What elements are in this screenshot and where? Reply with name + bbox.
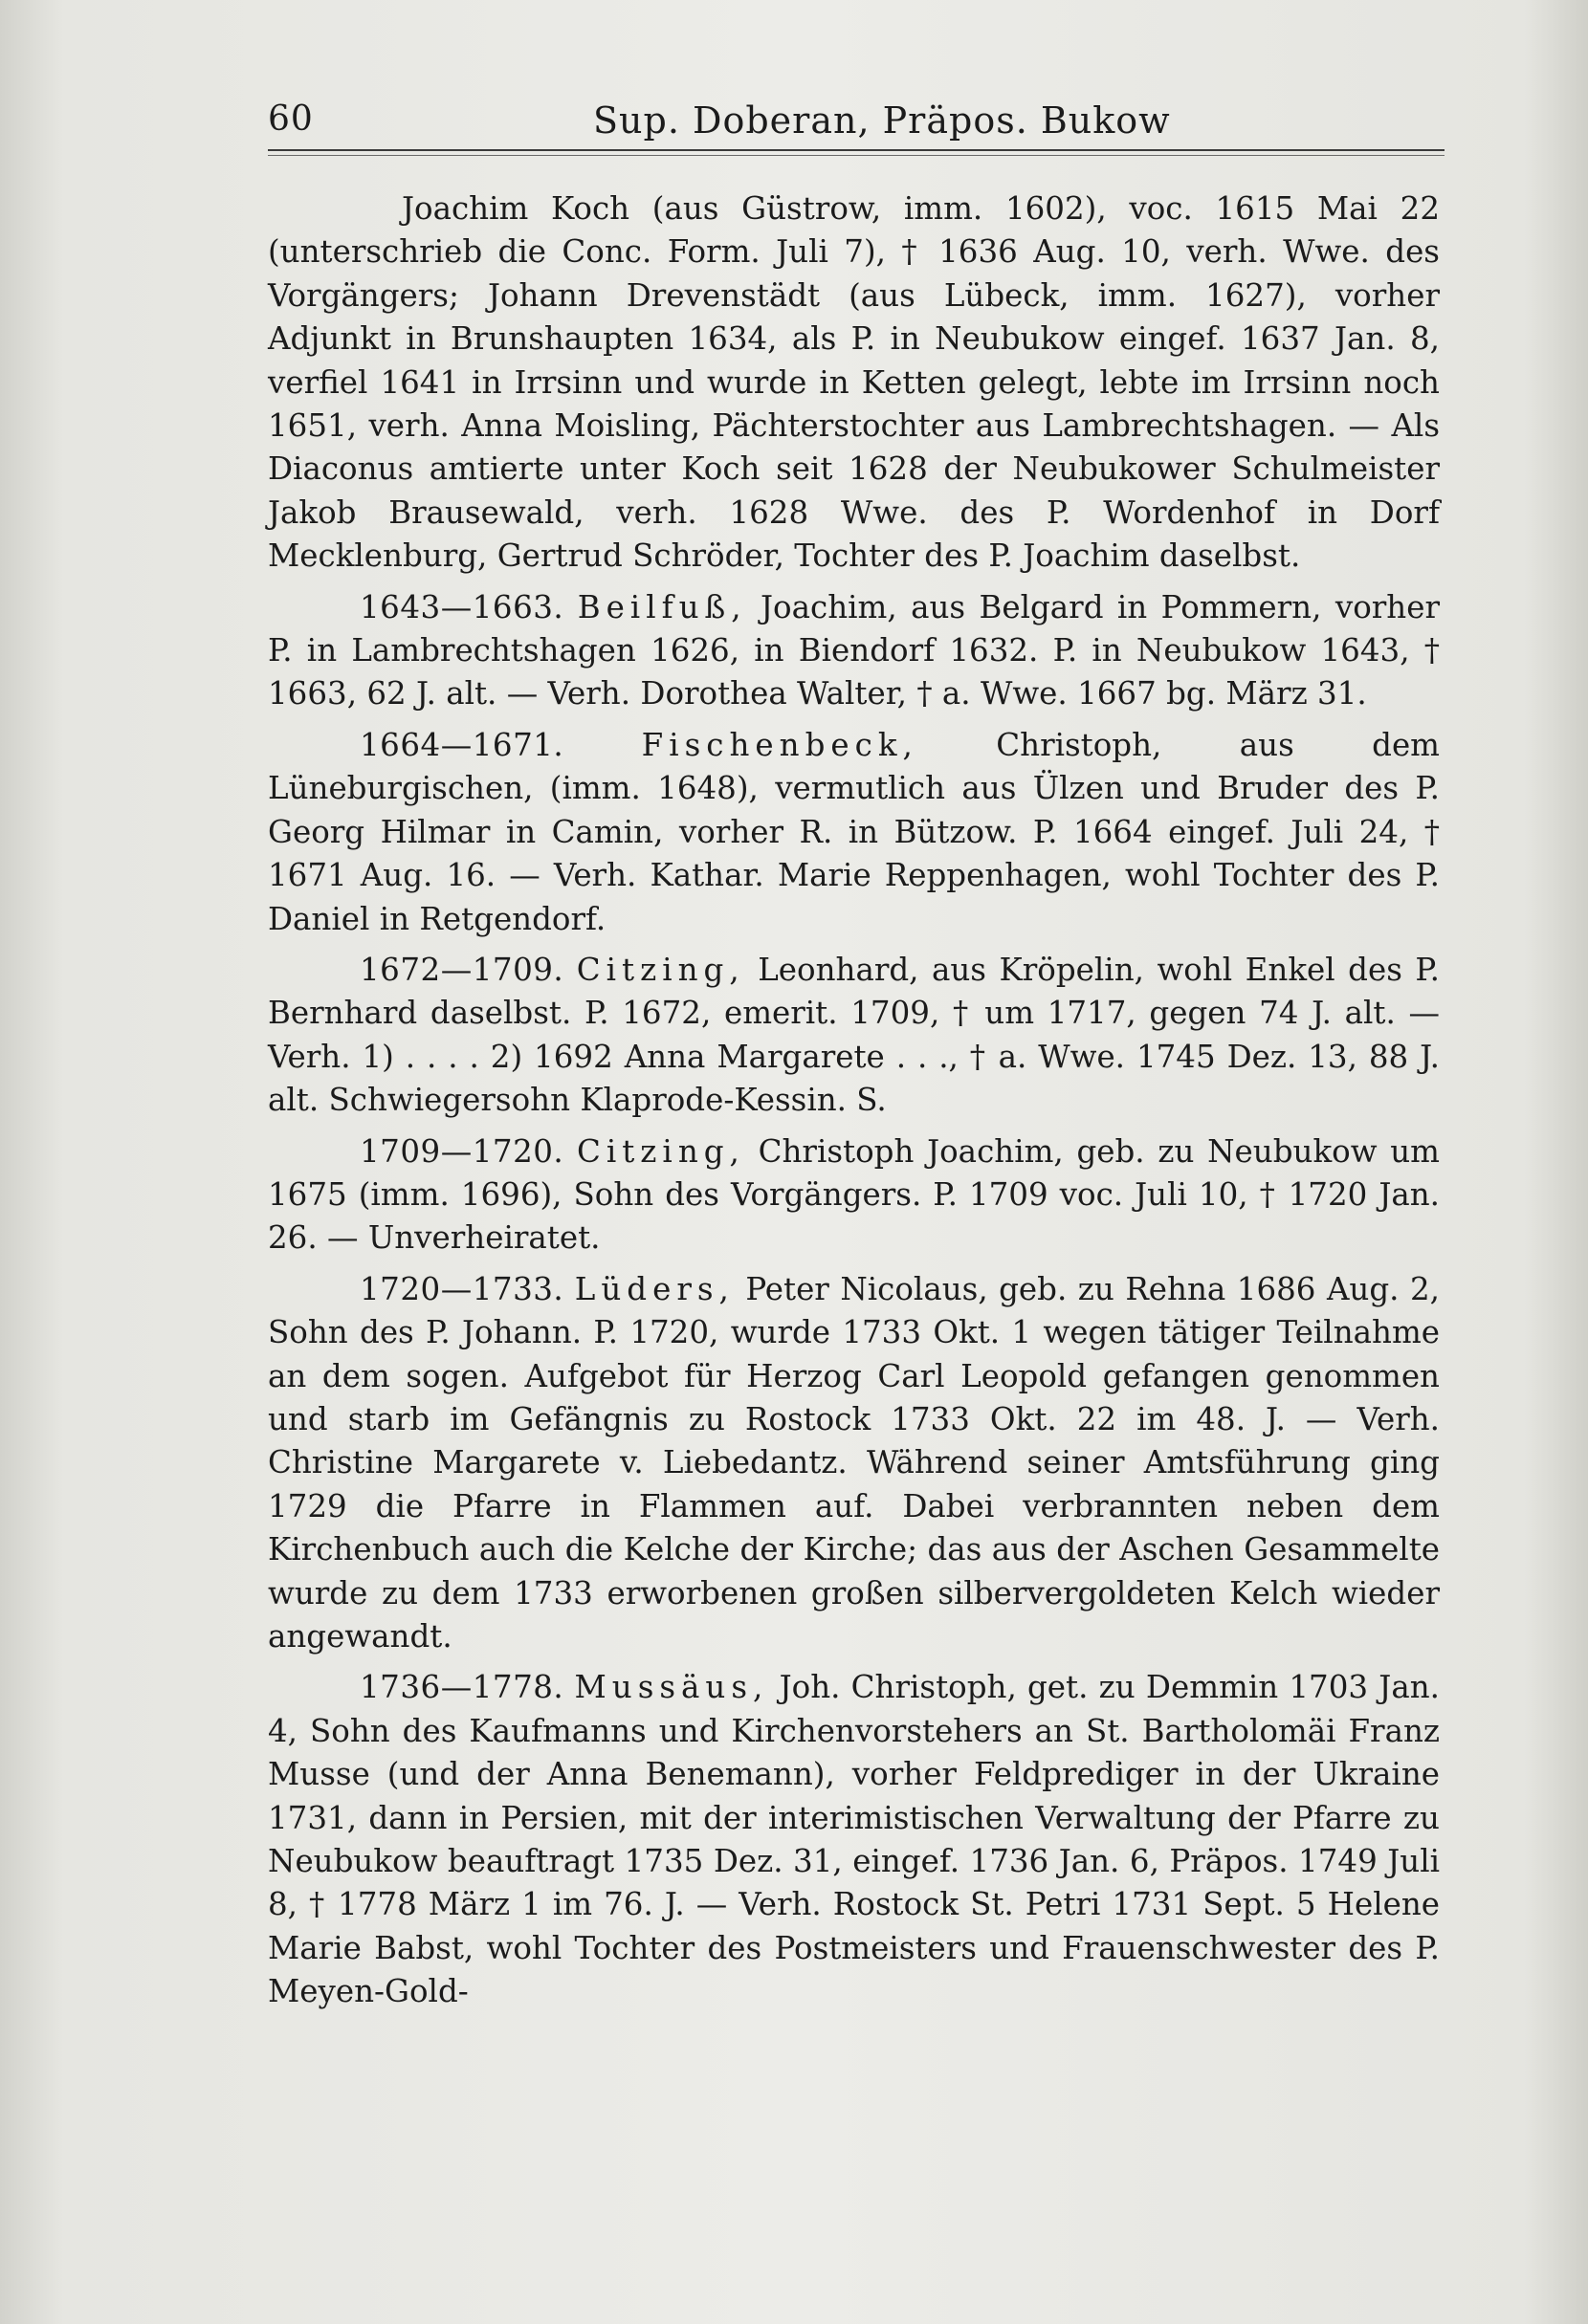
entry-name: Citzing,: [576, 1132, 745, 1170]
entry-name: Beilfuß,: [577, 588, 747, 625]
entry-name: Fischenbeck,: [641, 726, 918, 763]
entry-1709-1720: [268, 1130, 1440, 1261]
entry-name: Lüders,: [574, 1270, 735, 1307]
entry-1720-1733: [268, 1268, 1440, 1659]
entry-text: Peter Nicolaus, geb. zu Rehna 1686 Aug. 2, Sohn des P. Johann. P. 1720, wurde 1733 Okt. 1 wegen tätiger Teilnahme an dem sogen. Aufgebot für Herzog Carl Leopold gefangen genommen und starb im Gefängnis zu Rostock 1733 Okt. 22 im 48. J. — Verh. Christine Margarete v. Liebedantz. Während seiner Amtsführung ging 1729 die Pfarre in Flammen auf. Dabei verbrannten neben dem Kirchenbuch auch die Kelche der Kirche; das aus der Aschen Gesammelte wurde zu dem 1733 erworbenen großen silbervergoldeten Kelch wieder angewandt.: [268, 1270, 1440, 1655]
header-rule: [268, 149, 1445, 151]
entry-text: Christoph Joachim, geb. zu Neubukow um 1675 (imm. 1696), Sohn des Vorgängers. P. 1709 voc. Juli 10, † 1720 Jan. 26. — Unverheiratet.: [268, 1132, 1440, 1257]
entry-1643-1663: [268, 586, 1440, 716]
body-text: [268, 187, 1440, 2022]
running-title: Sup. Doberan, Präpos. Bukow: [593, 99, 1171, 142]
entry-1736-1778: [268, 1666, 1440, 2013]
page-header: [268, 94, 1445, 151]
entry-1672-1709: [268, 949, 1440, 1123]
entry-text: Joachim Koch (aus Güstrow, imm. 1602), voc. 1615 Mai 22 (unterschrieb die Conc. Form. Juli 7), † 1636 Aug. 10, verh. Wwe. des Vorgängers; Johann Drevenstädt (aus Lübeck, imm. 1627), vorher Adjunkt in Brunshaupten 1634, als P. in Neubukow eingef. 1637 Jan. 8, verfiel 1641 in Irrsinn und wurde in Ketten gelegt, lebte im Irrsinn noch 1651, verh. Anna Moisling, Pächterstochter aus Lambrechtshagen. — Als Diaconus amtierte unter Koch seit 1628 der Neubukower Schulmeister Jakob Brausewald, verh. 1628 Wwe. des P. Wordenhof in Dorf Mecklenburg, Gertrud Schröder, Tochter des P. Joachim daselbst.: [268, 190, 1440, 575]
entry-span: 1643—1663.: [360, 588, 564, 625]
page-number: 60: [268, 99, 314, 139]
entry-text: Leonhard, aus Kröpelin, wohl Enkel des P. Bernhard daselbst. P. 1672, emerit. 1709, † um 1717, gegen 74 J. alt. — Verh. 1) . . . . 2) 1692 Anna Margarete . . ., † a. Wwe. 1745 Dez. 13, 88 J. alt. Schwiegersohn Klaprode-Kessin. S.: [268, 951, 1440, 1119]
entry-name: Citzing,: [576, 951, 745, 988]
entry-span: 1709—1720.: [360, 1132, 564, 1170]
entry-span: 1720—1733.: [360, 1270, 564, 1307]
entry-text: Joachim, aus Belgard in Pommern, vorher P. in Lambrechtshagen 1626, in Biendorf 1632. P. in Neubukow 1643, † 1663, 62 J. alt. — Verh. Dorothea Walter, † a. Wwe. 1667 bg. März 31.: [268, 588, 1440, 713]
entry-name: Mussäus,: [574, 1669, 769, 1706]
entry-span: 1664—1671.: [360, 726, 564, 763]
header-rule-thin: [268, 155, 1445, 156]
entry-span: 1672—1709.: [360, 951, 564, 988]
entry-span: 1736—1778.: [360, 1669, 564, 1706]
entry-text: Christoph, aus dem Lüneburgischen, (imm. 1648), vermutlich aus Ülzen und Bruder des P. Georg Hilmar in Camin, vorher R. in Bützow. P. 1664 eingef. Juli 24, † 1671 Aug. 16. — Verh. Kathar. Marie Reppenhagen, wohl Tochter des P. Daniel in Retgendorf.: [268, 726, 1440, 937]
entry-1664-1671: [268, 724, 1440, 941]
entry-text: Joh. Christoph, get. zu Demmin 1703 Jan. 4, Sohn des Kaufmanns und Kirchenvorstehers an St. Bartholomäi Franz Musse (und der Anna Benemann), vorher Feldprediger in der Ukraine 1731, dann in Persien, mit der interimistischen Verwaltung der Pfarre zu Neubukow beauftragt 1735 Dez. 31, eingef. 1736 Jan. 6, Präpos. 1749 Juli 8, † 1778 März 1 im 76. J. — Verh. Rostock St. Petri 1731 Sept. 5 Helene Marie Babst, wohl Tochter des Postmeisters und Frauenschwester des P. Meyen-Gold-: [268, 1669, 1440, 2010]
entry-continuation: [268, 187, 1440, 579]
